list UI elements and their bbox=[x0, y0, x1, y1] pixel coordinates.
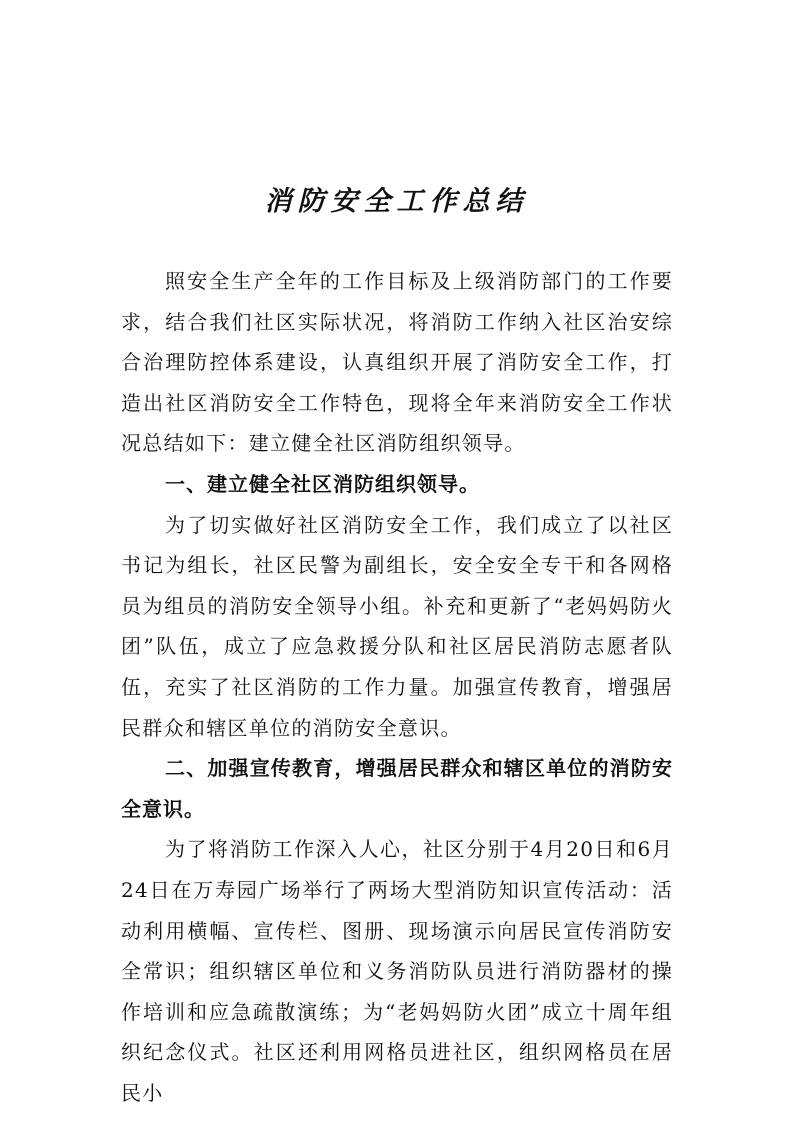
document-title: 消防安全工作总结 bbox=[264, 186, 529, 217]
section-heading-2: 二、加强宣传教育，增强居民群众和辖区单位的消防安全意识。 bbox=[121, 756, 673, 821]
paragraph-section-1: 为了切实做好社区消防安全工作，我们成立了以社区书记为组长，社区民警为副组长，安全安全专干和各网格员为组员的消防安全领导小组。补充和更新了“老妈妈防火团”队伍，成立了应急救援分队和社区居民消防志愿者队伍，充实了社区消防的工作力量。加强宣传教育，增强居民群众和辖区单位的消防安全意识。 bbox=[121, 512, 673, 740]
paragraph-intro: 照安全生产全年的工作目标及上级消防部门的工作要求，结合我们社区实际状况，将消防工作纳入社区治安综合治理防控体系建设，认真组织开展了消防安全工作，打造出社区消防安全工作特色，现将全年来消防安全工作状况总结如下：建立健全社区消防组织领导。 bbox=[121, 269, 673, 456]
section-heading-1: 一、建立健全社区消防组织领导。 bbox=[165, 471, 480, 496]
paragraph-section-2: 为了将消防工作深入人心，社区分别于4月20日和6月24日在万寿园广场举行了两场大型消防知识宣传活动：活动利用横幅、宣传栏、图册、现场演示向居民宣传消防安全常识；组织辖区单位和义务消防队员进行消防器材的操作培训和应急疏散演练；为“老妈妈防火团”成立十周年组织纪念仪式。社区还利用网格员进社区，组织网格员在居民小 bbox=[121, 837, 673, 1105]
document-body bbox=[121, 261, 673, 1113]
